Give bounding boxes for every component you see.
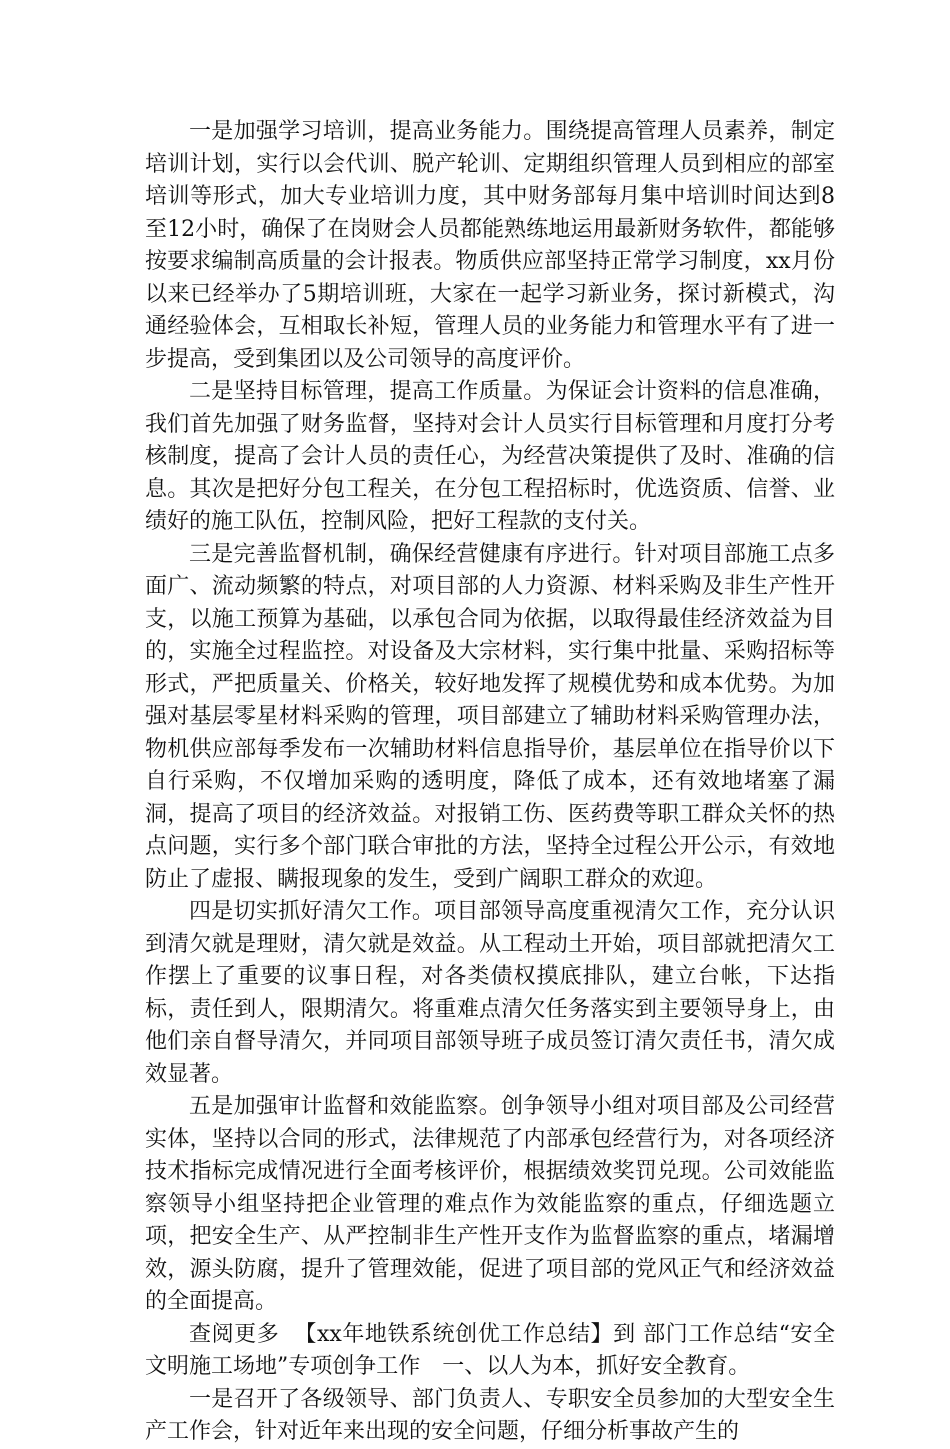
paragraph-debt-clearing: 四是切实抓好清欠工作。项目部领导高度重视清欠工作，充分认识到清欠就是理财，清欠就是效益。从工程动土开始，项目部就把清欠工作摆上了重要的议事日程，对各类债权摸底排队，建立台帐，下达指标，责任到人，限期清欠。将重难点清欠任务落实到主要领导身上，由他们亲自督导清欠，并同项目部领导班子成员签订清欠责任书，清欠成效显著。: [145, 899, 835, 1087]
read-more-prefix: 查阅更多: [189, 1321, 280, 1347]
paragraph-training: 一是加强学习培训，提高业务能力。围绕提高管理人员素养，制定培训计划，实行以会代训、脱产轮训、定期组织管理人员到相应的部室培训等形式，加大专业培训力度，其中财务部每月集中培训时间达到8至12小时，确保了在岗财会人员都能熟练地运用最新财务软件，都能够按要求编制高质量的会计报表。物质供应部坚持正常学习制度，xx月份以来已经举办了5期培训班，大家在一起学习新业务，探讨新模式，沟通经验体会，互相取长补短，管理人员的业务能力和管理水平有了进一步提高，受到集团以及公司领导的高度评价。: [145, 119, 835, 372]
paragraph-safety-meeting: 一是召开了各级领导、部门负责人、专职安全员参加的大型安全生产工作会，针对近年来出现的安全问题，仔细分析事故产生的: [145, 1386, 835, 1444]
read-more-line: [145, 1319, 835, 1384]
read-more-suffix: 部门工作总结: [643, 1321, 779, 1347]
read-more-tail: “安全文明施工场地”专项创争工作 一、以人为本，抓好安全教育。: [145, 1321, 835, 1379]
paragraph-supervision-mechanism: 三是完善监督机制，确保经营健康有序进行。针对项目部施工点多面广、流动频繁的特点，对项目部的人力资源、材料采购及非生产性开支，以施工预算为基础，以承包合同为依据，以取得最佳经济效益为目的，实施全过程监控。对设备及大宗材料，实行集中批量、采购招标等形式，严把质量关、价格关，较好地发挥了规模优势和成本优势。为加强对基层零星材料采购的管理，项目部建立了辅助材料采购管理办法，物机供应部每季发布一次辅助材料信息指导价，基层单位在指导价以下自行采购，不仅增加采购的透明度，降低了成本，还有效地堵塞了漏洞，提高了项目的经济效益。对报销工伤、医药费等职工群众关怀的热点问题，实行多个部门联合审批的方法，坚持全过程公开公示，有效地防止了虚报、瞒报现象的发生，受到广阔职工群众的欢迎。: [145, 541, 835, 892]
paragraph-target-management: 二是坚持目标管理，提高工作质量。为保证会计资料的信息准确，我们首先加强了财务监督，坚持对会计人员实行目标管理和月度打分考核制度，提高了会计人员的责任心，为经营决策提供了及时、准确的信息。其次是把好分包工程关，在分包工程招标时，优选资质、信誉、业绩好的施工队伍，控制风险，把好工程款的支付关。: [145, 379, 835, 534]
paragraph-audit-supervision: 五是加强审计监督和效能监察。创争领导小组对项目部及公司经营实体，坚持以合同的形式，法律规范了内部承包经营行为，对各项经济技术指标完成情况进行全面考核评价，根据绩效奖罚兑现。公司效能监察领导小组坚持把企业管理的难点作为效能监察的重点，仔细选题立项，把安全生产、从严控制非生产性开支作为监督监察的重点，堵漏增效，源头防腐，提升了管理效能，促进了项目部的党风正气和经济效益的全面提高。: [145, 1094, 835, 1314]
document-body: [145, 116, 835, 1449]
read-more-link[interactable]: 【xx年地铁系统创优工作总结】到: [294, 1321, 636, 1347]
